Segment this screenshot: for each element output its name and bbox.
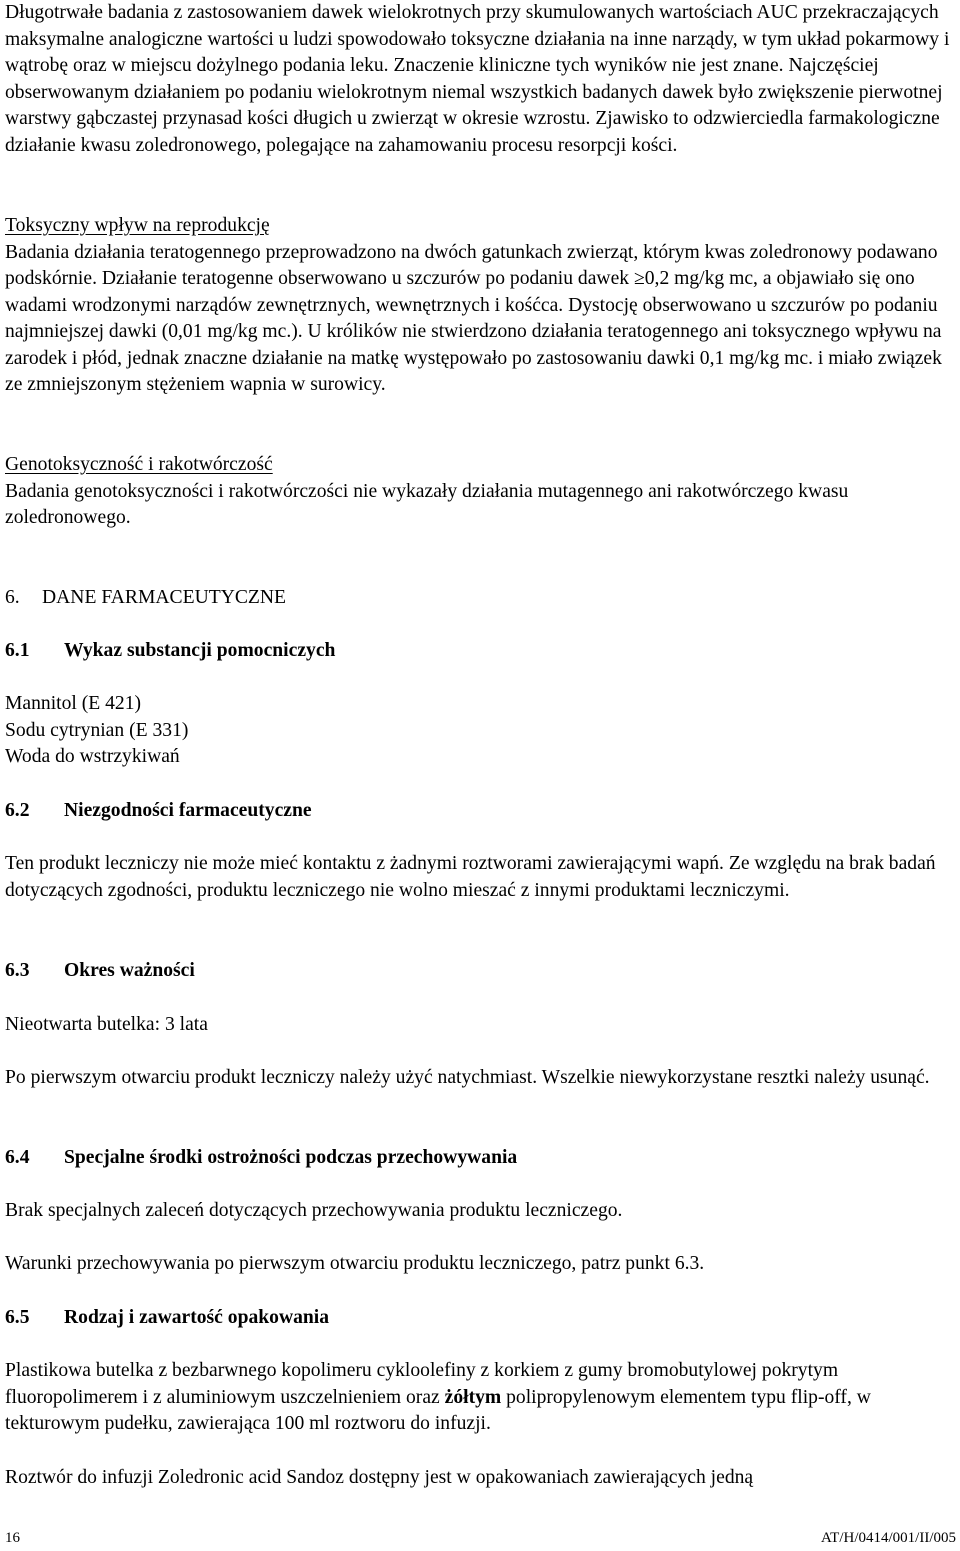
section-6-3-heading: 6.3 Okres ważności — [5, 960, 195, 981]
reproduction-title: Toksyczny wpływ na reprodukcję — [5, 215, 270, 236]
section-6-4-heading: 6.4 Specjalne środki ostrożności podczas przechowywania — [5, 1147, 518, 1168]
yellow-bold-word: żółtym — [444, 1386, 502, 1408]
excipients-list — [5, 691, 957, 771]
ge-symbol: ≥ — [633, 268, 645, 289]
genotoxicity-section — [5, 452, 957, 532]
list-item: Mannitol (E 421) — [5, 693, 142, 714]
document-code: AT/H/0414/001/II/005 — [821, 1530, 956, 1546]
section-6-5-heading: 6.5 Rodzaj i zawartość opakowania — [5, 1307, 330, 1328]
container-text: Plastikowa butelka z bezbarwnego kopolimeru cykloolefiny z korkiem z gumy bromobutylowej pokrytym fluoropolimerem i z aluminiowym uszczelnieniem oraz żółtym polipropylenowym elementem typu flip-off, w tekturowym pudełku, zawierająca 100 ml roztworu do infuzji. — [5, 1360, 871, 1434]
page-footer — [5, 1529, 956, 1547]
shelf-life-text: Nieotwarta butelka: 3 lata — [5, 1014, 208, 1035]
list-item: Woda do wstrzykiwań — [5, 746, 180, 767]
section-6-1-heading: 6.1 Wykaz substancji pomocniczych — [5, 640, 336, 661]
page-number: 16 — [5, 1530, 20, 1546]
pack-sizes-text: Roztwór do infuzji Zoledronic acid Sandoz dostępny jest w opakowaniach zawierających jedną — [5, 1467, 754, 1488]
after-opening-text: Po pierwszym otwarciu produkt leczniczy należy użyć natychmiast. Wszelkie niewykorzystane resztki należy usunąć. — [5, 1067, 930, 1088]
reproduction-text: Badania działania teratogennego przeprowadzono na dwóch gatunkach zwierząt, którym kwas zoledronowy podawano podskórnie. Działanie teratogenne obserwowano u szczurów po podaniu dawek ≥0,2 mg/kg mc, a objawiało się ono wadami wrodzonymi narządów zewnętrznych, wewnętrznych i kośćca. Dystocję obserwowano u szczurów po podaniu najmniejszej dawki (0,01 mg/kg mc.). U królików nie stwierdzono działania teratogennego ani toksycznego wpływu na zarodek i płód, jednak znaczne działanie na matkę występowało po zastosowaniu dawki 0,1 mg/kg mc. i miało związek ze zmniejszonym stężeniem wapnia w surowicy. — [5, 241, 942, 395]
genotoxicity-title: Genotoksyczność i rakotwórczość — [5, 454, 273, 475]
section-6-2-heading: 6.2 Niezgodności farmaceutyczne — [5, 800, 312, 821]
toxicity-paragraph: Długotrwałe badania z zastosowaniem dawek wielokrotnych przy skumulowanych wartościach AUC przekraczających maksymalne analogiczne wartości u ludzi spowodowało toksyczne działania na inne narządy, w tym układ pokarmowy i wątrobę oraz w miejscu dożylnego podania leku. Znaczenie kliniczne tych wyników nie jest znane. Najczęściej obserwowanym działaniem po podaniu wielokrotnym niemal wszystkich badanych dawek było zwiększenie pierwotnej warstwy gąbczastej przynasad kości długich u zwierząt w okresie wzrostu. Zjawisko to odzwierciedla farmakologiczne działanie kwasu zoledronowego, polegające na zahamowaniu procesu resorpcji kości. — [5, 2, 950, 156]
list-item: Sodu cytrynian (E 331) — [5, 719, 189, 741]
storage-text: Brak specjalnych zaleceń dotyczących przechowywania produktu leczniczego. — [5, 1200, 623, 1221]
incompatibilities-text: Ten produkt leczniczy nie może mieć kontaktu z żadnymi roztworami zawierającymi wapń. Ze względu na brak badań dotyczących zgodności, produktu leczniczego nie wolno mieszać z innymi produktami leczniczymi. — [5, 853, 936, 901]
storage-after-opening-text: Warunki przechowywania po pierwszym otwarciu produktu leczniczego, patrz punkt 6.3. — [5, 1253, 705, 1274]
reproduction-section — [5, 213, 957, 399]
section-6-heading: 6. DANE FARMACEUTYCZNE — [5, 587, 287, 608]
genotoxicity-text: Badania genotoksyczności i rakotwórczości nie wykazały działania mutagennego ani rakotwórczego kwasu zoledronowego. — [5, 480, 849, 528]
